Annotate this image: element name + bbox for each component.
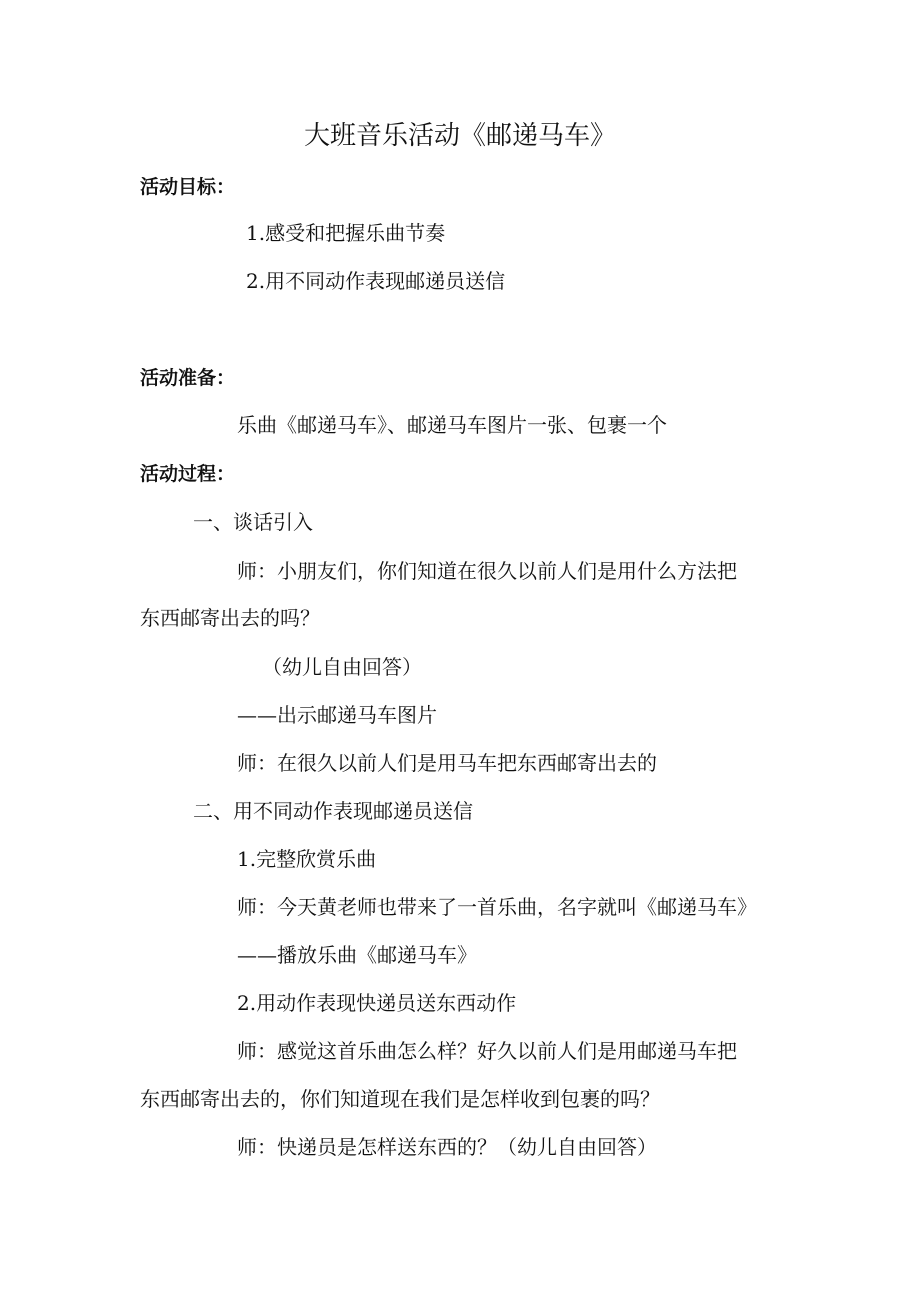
document-title: 大班音乐活动《邮递马车》 bbox=[303, 121, 616, 151]
part2-line-5: 师：感觉这首乐曲怎么样？好久以前人们是用邮递马车把 bbox=[237, 1039, 737, 1063]
part1-line-5: 师：在很久以前人们是用马车把东西邮寄出去的 bbox=[237, 751, 657, 775]
part1-line-3: （幼儿自由回答） bbox=[262, 655, 422, 679]
part1-line-4: ——出示邮递马车图片 bbox=[237, 703, 437, 727]
part2-heading: 二、用不同动作表现邮递员送信 bbox=[193, 799, 473, 823]
part2-line-4: 2.用动作表现快递员送东西动作 bbox=[237, 991, 517, 1015]
preparation-heading: 活动准备： bbox=[140, 367, 236, 389]
goals-heading: 活动目标： bbox=[140, 176, 236, 198]
part2-line-6: 东西邮寄出去的，你们知道现在我们是怎样收到包裹的吗？ bbox=[140, 1087, 660, 1111]
part1-line-2: 东西邮寄出去的吗？ bbox=[140, 606, 320, 630]
goal-item-1: 1.感受和把握乐曲节奏 bbox=[246, 221, 446, 245]
part1-heading: 一、谈话引入 bbox=[193, 510, 313, 534]
part2-line-7: 师：快递员是怎样送东西的？（幼儿自由回答） bbox=[237, 1135, 657, 1159]
part2-line-2: 师：今天黄老师也带来了一首乐曲，名字就叫《邮递马车》 bbox=[237, 895, 757, 919]
part1-line-1: 师：小朋友们，你们知道在很久以前人们是用什么方法把 bbox=[237, 559, 737, 583]
process-heading: 活动过程： bbox=[140, 463, 236, 485]
goal-item-2: 2.用不同动作表现邮递员送信 bbox=[246, 269, 506, 293]
preparation-text: 乐曲《邮递马车》、邮递马车图片一张、包裹一个 bbox=[237, 413, 667, 437]
part2-line-3: ——播放乐曲《邮递马车》 bbox=[237, 943, 477, 967]
part2-line-1: 1.完整欣赏乐曲 bbox=[237, 847, 377, 871]
